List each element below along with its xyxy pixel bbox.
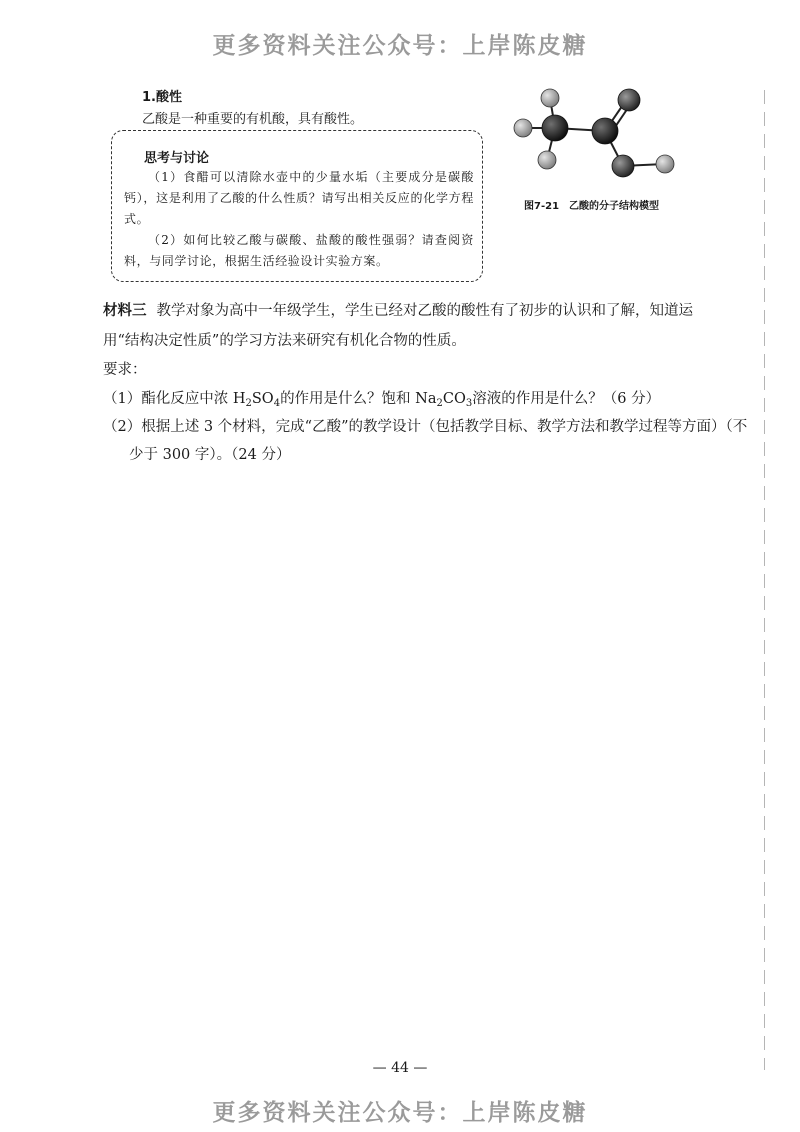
figure-caption-text: 乙酸的分子结构模型 bbox=[569, 201, 660, 212]
question-1: （1）酯化反应中浓 $H_2SO_4$的作用是什么？饱和 $Na_2CO_3$溶液的作用是什么？（6 分） bbox=[103, 391, 661, 409]
figure-number: 图7-21 bbox=[524, 201, 560, 212]
discussion-item-1: （1）食醋可以清除水壶中的少量水垢（主要成分是碳酸钙），这是利用了乙酸的什么性质？请写出相关反应的化学方程式。 bbox=[124, 170, 474, 226]
oxygen-atom-1 bbox=[618, 89, 640, 111]
watermark-bottom: 更多资料关注公众号：上岸陈皮糖 bbox=[212, 1100, 588, 1126]
hydrogen-atom-4 bbox=[656, 155, 674, 173]
carbon-atom-2 bbox=[592, 118, 618, 144]
acetic-acid-molecule-model bbox=[505, 85, 685, 195]
discussion-item-2: （2）如何比较乙酸与碳酸、盐酸的酸性强弱？请查阅资料，与同学讨论，根据生活经验设计实验方案。 bbox=[124, 233, 474, 268]
watermark-top: 更多资料关注公众号：上岸陈皮糖 bbox=[212, 33, 588, 59]
page-edge-rule bbox=[764, 90, 765, 1070]
discussion-title: 思考与讨论 bbox=[144, 151, 210, 166]
section-title: 1.酸性 bbox=[142, 90, 182, 105]
figure-caption bbox=[524, 197, 659, 212]
discussion-body bbox=[124, 167, 474, 272]
hydrogen-atom-3 bbox=[538, 151, 556, 169]
material-three bbox=[103, 296, 723, 356]
material-three-text: 教学对象为高中一年级学生，学生已经对乙酸的酸性有了初步的认识和了解，知道运用“结构决定性质”的学习方法来研究有机化合物的性质。 bbox=[103, 303, 693, 349]
intro-text: 乙酸是一种重要的有机酸，具有酸性。 bbox=[142, 112, 364, 127]
page-number: — 44 — bbox=[372, 1060, 428, 1076]
requirements-heading: 要求： bbox=[103, 362, 147, 378]
carbon-atom-1 bbox=[542, 115, 568, 141]
hydrogen-atom-1 bbox=[541, 89, 559, 107]
material-three-label: 材料三 bbox=[103, 303, 147, 319]
question-2: （2）根据上述 3 个材料，完成“乙酸”的教学设计（包括教学目标、教学方法和教学过程等方面）（不少于 300 字）。（24 分） bbox=[103, 419, 748, 463]
hydrogen-atom-2 bbox=[514, 119, 532, 137]
oxygen-atom-2 bbox=[612, 155, 634, 177]
discussion-box bbox=[111, 130, 483, 282]
